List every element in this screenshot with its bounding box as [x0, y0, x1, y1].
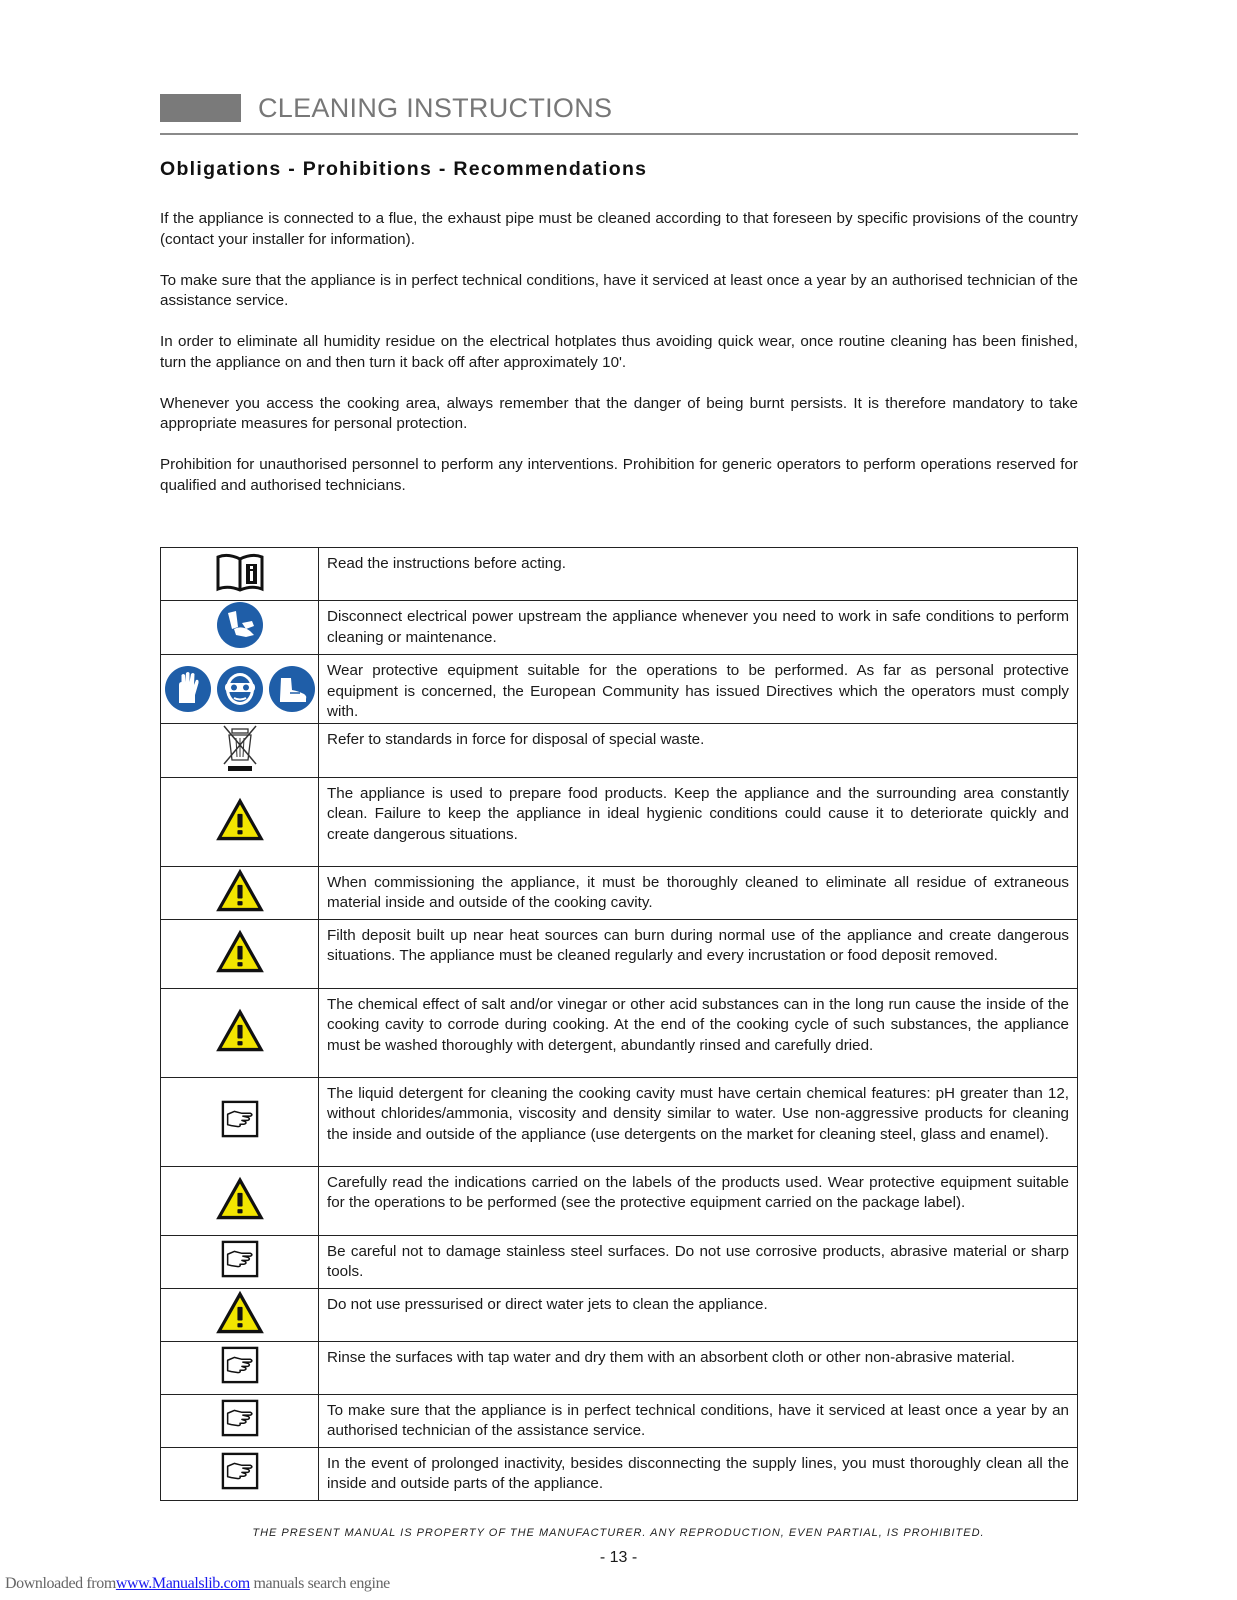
notice-text: Rinse the surfaces with tap water and dry them with an absorbent cloth or other non-abrasive material. — [319, 1341, 1078, 1394]
notice-text: Read the instructions before acting. — [319, 548, 1078, 601]
disconnect-power-icon — [216, 601, 264, 649]
notice-text: In the event of prolonged inactivity, besides disconnecting the supply lines, you must thoroughly clean all the inside and outside parts of the appliance. — [319, 1447, 1078, 1500]
notice-text: Refer to standards in force for disposal of special waste. — [319, 723, 1078, 777]
table-row — [161, 601, 1078, 655]
icon-cell — [161, 988, 319, 1077]
intro-paragraph: If the appliance is connected to a flue, the exhaust pipe must be cleaned according to that foreseen by specific provisions of the country (contact your installer for information). — [160, 210, 1078, 248]
pointing-hand-icon — [221, 1240, 259, 1278]
section-title: Obligations - Prohibitions - Recommendations — [160, 158, 648, 180]
icon-cell — [161, 1447, 319, 1500]
download-suffix: manuals search engine — [249, 1575, 390, 1592]
page-number: - 13 - — [599, 1549, 638, 1566]
waste-disposal-icon — [220, 724, 260, 772]
table-row — [161, 548, 1078, 601]
warning-icon — [214, 867, 266, 913]
icon-cell — [161, 601, 319, 655]
table-row — [161, 1235, 1078, 1288]
icon-cell — [161, 1235, 319, 1288]
table-row — [161, 655, 1078, 724]
notice-text: When commissioning the appliance, it must be thoroughly cleaned to eliminate all residue of extraneous material inside and outside of the cooking cavity. — [319, 866, 1078, 919]
table-row — [161, 1447, 1078, 1500]
intro-paragraph: To make sure that the appliance is in perfect technical conditions, have it serviced at least once a year by an authorised technician of the assistance service. — [160, 271, 1078, 309]
notice-text: Do not use pressurised or direct water jets to clean the appliance. — [319, 1288, 1078, 1341]
manualslib-link[interactable]: www.Manualslib.com — [115, 1575, 250, 1592]
read-instructions-icon — [214, 551, 266, 593]
icon-cell — [161, 1394, 319, 1447]
notice-text: Wear protective equipment suitable for the operations to be performed. As far as personal protective equipment is concerned, the European Community has issued Directives which the operators must comply with. — [319, 655, 1078, 724]
icon-cell — [161, 1288, 319, 1341]
icon-cell — [161, 655, 319, 724]
copyright-notice: THE PRESENT MANUAL IS PROPERTY OF THE MANUFACTURER. ANY REPRODUCTION, EVEN PARTIAL, IS PROHIBITED. — [252, 1527, 985, 1539]
icon-cell — [161, 723, 319, 777]
pointing-hand-icon — [221, 1452, 259, 1490]
notice-text: The liquid detergent for cleaning the cooking cavity must have certain chemical features: pH greater than 12, without chlorides/ammonia, viscosity and density similar to water. Use non-aggressive products for cleaning the inside and outside of the appliance (use detergents on the market for cleaning steel, glass and enamel). — [319, 1077, 1078, 1166]
table-row — [161, 1341, 1078, 1394]
goggles-icon — [216, 665, 264, 713]
intro-paragraph: In order to eliminate all humidity residue on the electrical hotplates thus avoiding quick wear, once routine cleaning has been finished, turn the appliance on and then turn it back off after approximately 10'. — [160, 333, 1078, 371]
table-row — [161, 919, 1078, 988]
table-row — [161, 1077, 1078, 1166]
icon-cell — [161, 548, 319, 601]
warning-icon — [214, 1007, 266, 1053]
table-row — [161, 866, 1078, 919]
notice-text: Carefully read the indications carried on the labels of the products used. Wear protective equipment suitable for the operations to be performed (see the protective equipment carried on the package label). — [319, 1166, 1078, 1235]
table-row — [161, 1288, 1078, 1341]
page-header-title: CLEANING INSTRUCTIONS — [258, 93, 613, 123]
icon-cell — [161, 919, 319, 988]
notice-text: Disconnect electrical power upstream the appliance whenever you need to work in safe conditions to perform cleaning or maintenance. — [319, 601, 1078, 655]
warning-icon — [214, 796, 266, 842]
notice-text: Be careful not to damage stainless steel surfaces. Do not use corrosive products, abrasive material or sharp tools. — [319, 1235, 1078, 1288]
safety-notices-table — [160, 547, 1078, 1501]
intro-paragraph: Prohibition for unauthorised personnel to perform any interventions. Prohibition for generic operators to perform operations reserved for qualified and authorised technicians. — [160, 456, 1078, 494]
icon-cell — [161, 1077, 319, 1166]
download-prefix: Downloaded from — [5, 1575, 116, 1592]
warning-icon — [214, 1175, 266, 1221]
notice-text: The appliance is used to prepare food products. Keep the appliance and the surrounding area constantly clean. Failure to keep the appliance in ideal hygienic conditions could cause it to deteriorate quickly and create dangerous situations. — [319, 777, 1078, 866]
warning-icon — [214, 928, 266, 974]
table-row — [161, 1394, 1078, 1447]
icon-cell — [161, 777, 319, 866]
pointing-hand-icon — [221, 1100, 259, 1138]
intro-text — [160, 209, 1078, 517]
download-source-line — [5, 1575, 390, 1593]
pointing-hand-icon — [221, 1346, 259, 1384]
notice-text: Filth deposit built up near heat sources can burn during normal use of the appliance and create dangerous situations. The appliance must be cleaned regularly and every incrustation or food deposit removed. — [319, 919, 1078, 988]
notice-text: The chemical effect of salt and/or vinegar or other acid substances can in the long run cause the inside of the cooking cavity to corrode during cooking. At the end of the cooking cycle of such substances, the appliance must be washed thoroughly with detergent, abundantly rinsed and carefully dried. — [319, 988, 1078, 1077]
table-row — [161, 777, 1078, 866]
table-row — [161, 988, 1078, 1077]
table-row — [161, 1166, 1078, 1235]
warning-icon — [214, 1289, 266, 1335]
notice-text: To make sure that the appliance is in perfect technical conditions, have it serviced at least once a year by an authorised technician of the assistance service. — [319, 1394, 1078, 1447]
header-gray-block — [160, 94, 241, 122]
gloves-icon — [164, 665, 212, 713]
icon-cell — [161, 1341, 319, 1394]
icon-cell — [161, 866, 319, 919]
table-row — [161, 723, 1078, 777]
safety-shoes-icon — [268, 665, 316, 713]
icon-cell — [161, 1166, 319, 1235]
protective-equipment-icons — [161, 665, 318, 713]
pointing-hand-icon — [221, 1399, 259, 1437]
intro-paragraph: Whenever you access the cooking area, always remember that the danger of being burnt persists. It is therefore mandatory to take appropriate measures for personal protection. — [160, 394, 1078, 432]
header-divider — [160, 133, 1078, 135]
